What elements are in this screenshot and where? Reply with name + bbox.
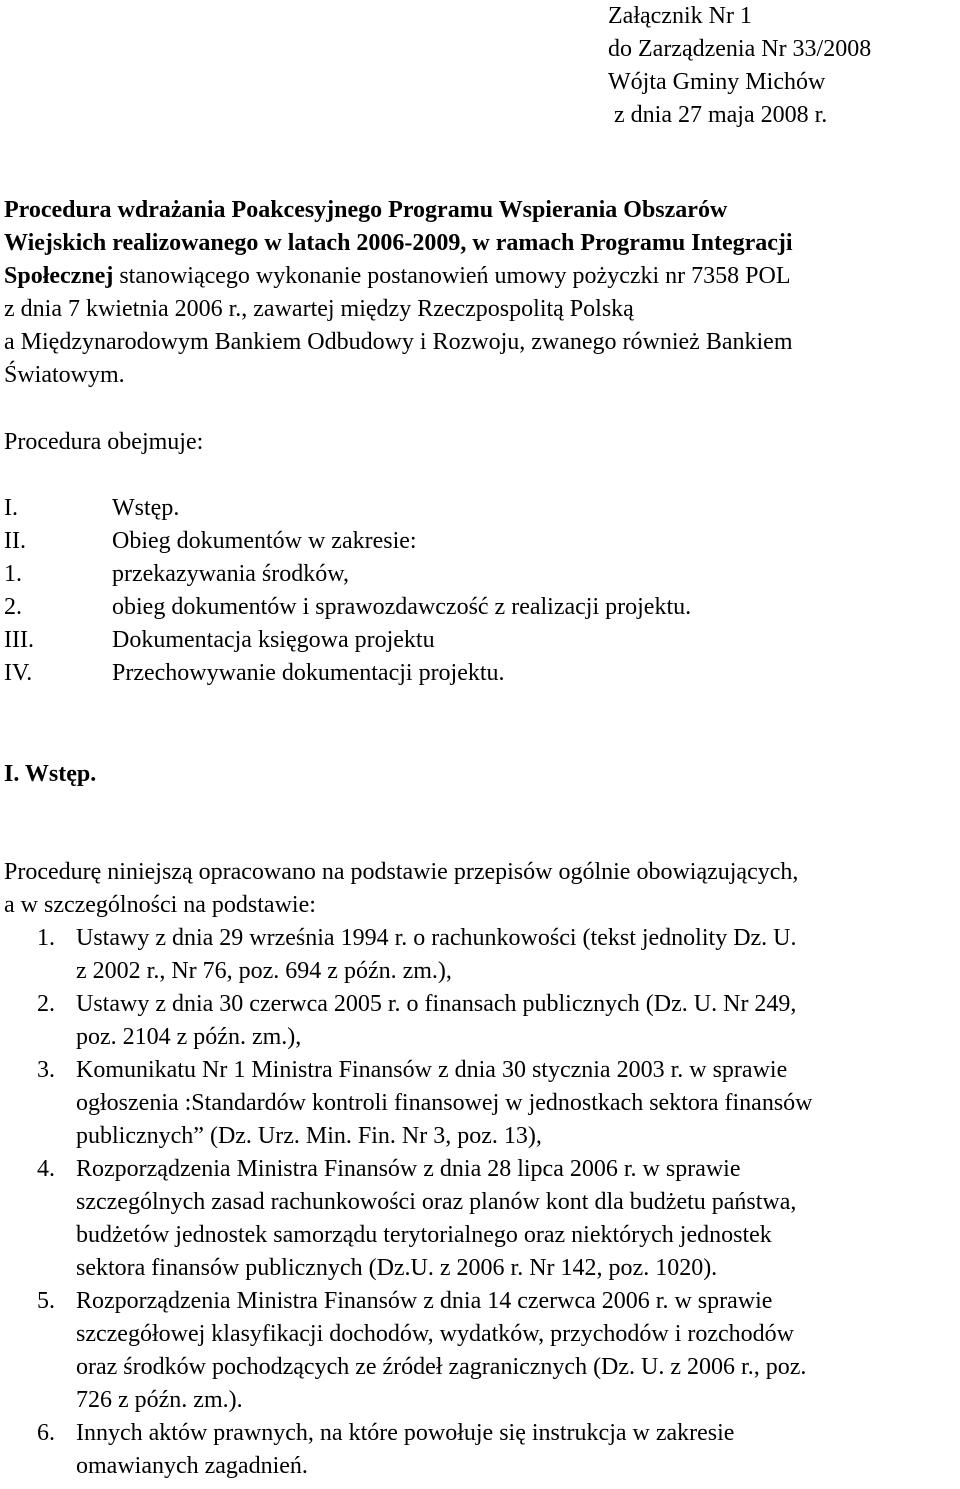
title-line bbox=[4, 260, 956, 293]
toc-text: Przechowywanie dokumentacji projektu. bbox=[112, 660, 505, 686]
intro-paragraph bbox=[4, 856, 956, 922]
list-item bbox=[4, 1054, 958, 1153]
list-item-line: Rozporządzenia Ministra Finansów z dnia 14 czerwca 2006 r. w sprawie bbox=[76, 1288, 773, 1314]
toc-text: Wstęp. bbox=[112, 495, 180, 521]
header-line: do Zarządzenia Nr 33/2008 bbox=[608, 36, 872, 62]
list-item-line: szczegółowej klasyfikacji dochodów, wydatków, przychodów i rozchodów bbox=[76, 1321, 795, 1347]
toc-row bbox=[4, 624, 954, 657]
list-item-line: publicznych” (Dz. Urz. Min. Fin. Nr 3, poz. 13), bbox=[76, 1123, 542, 1149]
list-item bbox=[4, 1417, 958, 1483]
toc-number: 1. bbox=[4, 561, 22, 587]
table-of-contents bbox=[4, 492, 954, 690]
toc-number: III. bbox=[4, 627, 34, 653]
list-item bbox=[4, 922, 958, 988]
header-line: Wójta Gminy Michów bbox=[608, 69, 826, 95]
list-item-text bbox=[76, 922, 958, 988]
header-line: Załącznik Nr 1 bbox=[608, 3, 752, 29]
list-item-line: budżetów jednostek samorządu terytorialnego oraz niektórych jednostek bbox=[76, 1222, 772, 1248]
intro-line: Procedurę niniejszą opracowano na podstawie przepisów ogólnie obowiązujących, bbox=[4, 859, 799, 885]
title-line: a Międzynarodowym Bankiem Odbudowy i Rozwoju, zwanego również Bankiem bbox=[4, 329, 793, 355]
title-line: Światowym. bbox=[4, 362, 125, 388]
list-item-number: 4. bbox=[37, 1156, 55, 1182]
list-item-text bbox=[76, 1285, 958, 1417]
list-item bbox=[4, 1285, 958, 1417]
list-item-line: omawianych zagadnień. bbox=[76, 1453, 308, 1479]
toc-row bbox=[4, 657, 954, 690]
toc-text: Obieg dokumentów w zakresie: bbox=[112, 528, 417, 554]
list-item-number: 1. bbox=[37, 925, 55, 951]
header-line: z dnia 27 maja 2008 r. bbox=[608, 102, 828, 128]
procedure-label: Procedura obejmuje: bbox=[4, 429, 204, 455]
toc-row bbox=[4, 492, 954, 525]
list-item-line: sektora finansów publicznych (Dz.U. z 2006 r. Nr 142, poz. 1020). bbox=[76, 1255, 718, 1281]
list-item-number: 2. bbox=[37, 991, 55, 1017]
toc-number: I. bbox=[4, 495, 18, 521]
list-item-line: Rozporządzenia Ministra Finansów z dnia 28 lipca 2006 r. w sprawie bbox=[76, 1156, 741, 1182]
list-item-line: Innych aktów prawnych, na które powołuje się instrukcja w zakresie bbox=[76, 1420, 735, 1446]
list-item-line: ogłoszenia :Standardów kontroli finansowej w jednostkach sektora finansów bbox=[76, 1090, 813, 1116]
toc-row bbox=[4, 525, 954, 558]
list-item-text bbox=[76, 1054, 958, 1153]
list-item-text bbox=[76, 1417, 958, 1483]
list-item-number: 3. bbox=[37, 1057, 55, 1083]
toc-number: 2. bbox=[4, 594, 22, 620]
list-item-line: 726 z późn. zm.). bbox=[76, 1387, 243, 1413]
list-item bbox=[4, 988, 958, 1054]
legal-basis-list bbox=[4, 922, 958, 1483]
list-item-line: z 2002 r., Nr 76, poz. 694 z późn. zm.), bbox=[76, 958, 452, 984]
list-item-line: Komunikatu Nr 1 Ministra Finansów z dnia 30 stycznia 2003 r. w sprawie bbox=[76, 1057, 788, 1083]
toc-text: Dokumentacja księgowa projektu bbox=[112, 627, 435, 653]
list-item-line: oraz środków pochodzących ze źródeł zagranicznych (Dz. U. z 2006 r., poz. bbox=[76, 1354, 807, 1380]
list-item-line: poz. 2104 z późn. zm.), bbox=[76, 1024, 302, 1050]
section-heading: I. Wstęp. bbox=[4, 761, 97, 787]
attachment-header bbox=[608, 0, 958, 132]
title-line: Procedura wdrażania Poakcesyjnego Programu Wspierania Obszarów bbox=[4, 197, 728, 223]
toc-row bbox=[4, 558, 954, 591]
list-item-number: 5. bbox=[37, 1288, 55, 1314]
list-item bbox=[4, 1153, 958, 1285]
toc-text: obieg dokumentów i sprawozdawczość z realizacji projektu. bbox=[112, 594, 692, 620]
title-line: Wiejskich realizowanego w latach 2006-2009, w ramach Programu Integracji bbox=[4, 230, 793, 256]
toc-row bbox=[4, 591, 954, 624]
title-line: z dnia 7 kwietnia 2006 r., zawartej między Rzeczpospolitą Polską bbox=[4, 296, 634, 322]
toc-number: II. bbox=[4, 528, 26, 554]
list-item-line: Ustawy z dnia 30 czerwca 2005 r. o finansach publicznych (Dz. U. Nr 249, bbox=[76, 991, 797, 1017]
intro-line: a w szczególności na podstawie: bbox=[4, 892, 316, 918]
list-item-number: 6. bbox=[37, 1420, 55, 1446]
toc-number: IV. bbox=[4, 660, 33, 686]
list-item-line: Ustawy z dnia 29 września 1994 r. o rachunkowości (tekst jednolity Dz. U. bbox=[76, 925, 797, 951]
document-title bbox=[4, 194, 956, 392]
toc-text: przekazywania środków, bbox=[112, 561, 350, 587]
list-item-line: szczególnych zasad rachunkowości oraz planów kont dla budżetu państwa, bbox=[76, 1189, 797, 1215]
title-text: stanowiącego wykonanie postanowień umowy pożyczki nr 7358 POL bbox=[113, 263, 791, 289]
title-bold-word: Społecznej bbox=[4, 263, 114, 289]
list-item-text bbox=[76, 1153, 958, 1285]
list-item-text bbox=[76, 988, 958, 1054]
